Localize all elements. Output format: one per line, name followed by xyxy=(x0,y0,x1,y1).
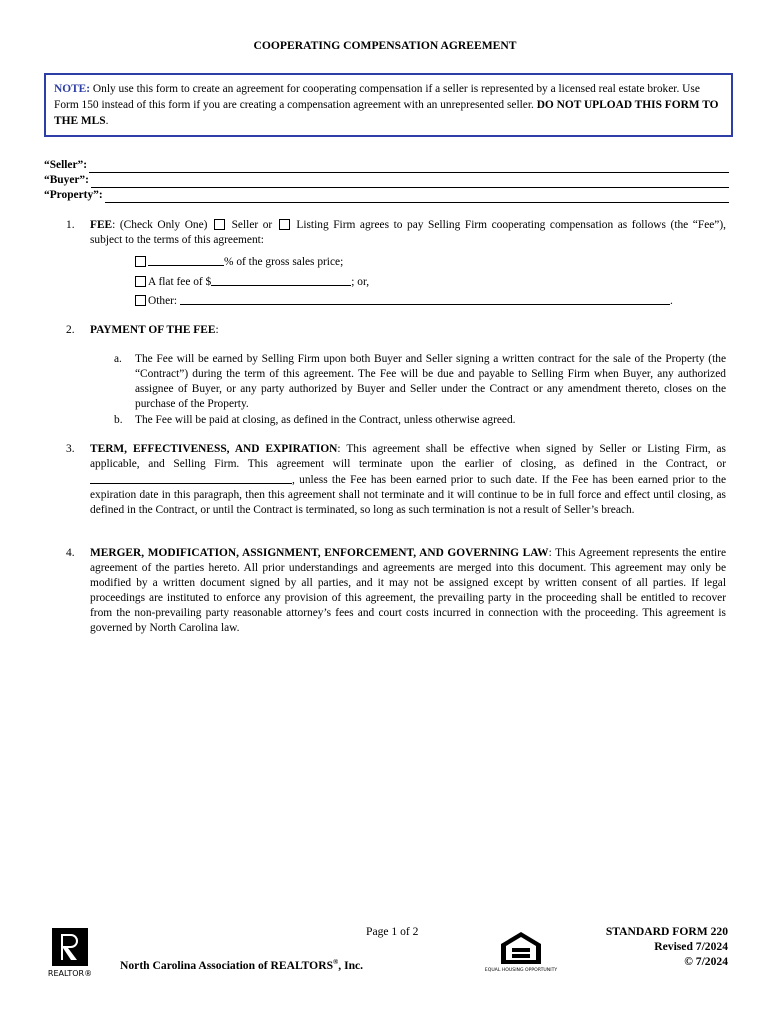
seller-label: “Seller”: xyxy=(44,159,88,171)
equal-housing-icon xyxy=(484,930,558,978)
property-input[interactable] xyxy=(105,190,729,203)
equal-housing-text: EQUAL HOUSING OPPORTUNITY xyxy=(484,968,558,973)
item-letter: a. xyxy=(114,353,122,365)
form-info xyxy=(580,924,728,969)
section-number: 2. xyxy=(66,324,75,336)
option-flat-fee xyxy=(133,274,369,290)
property-field xyxy=(44,188,729,203)
item-text: The Fee will be paid at closing, as defined in the Contract, unless otherwise agreed. xyxy=(135,414,516,426)
association-name xyxy=(120,955,363,973)
realtor-logo-text: REALTOR® xyxy=(47,969,93,978)
seller-field xyxy=(44,158,729,173)
other-end: . xyxy=(669,295,673,307)
note-text: Only use this form to create an agreement for cooperating compensation if a seller is represented by a licensed real estate broker. Use Form 150 instead of this form if you are creating a compensation agreement with an unrepresented seller. xyxy=(54,83,700,111)
form-copyright: © 7/2024 xyxy=(684,955,728,968)
payment-item-a xyxy=(114,352,726,412)
section-payment xyxy=(66,323,726,338)
property-label: “Property”: xyxy=(44,189,103,201)
section-heading: MERGER, MODIFICATION, ASSIGNMENT, ENFORCEMENT, AND GOVERNING LAW xyxy=(90,547,549,559)
buyer-input[interactable] xyxy=(91,175,729,188)
section-fee xyxy=(66,218,726,248)
item-letter: b. xyxy=(114,414,123,426)
expiration-date-input[interactable] xyxy=(90,472,292,484)
fee-text-end: Listing Firm agrees to pay Selling Firm cooperating compensation as follows (the “Fee”), subject to the terms of this agreement: xyxy=(90,219,727,246)
page-number: Page 1 of 2 xyxy=(366,925,419,938)
association-suffix: , Inc. xyxy=(338,958,364,972)
section-number: 4. xyxy=(66,547,75,559)
term-text: : This agreement shall be effective when signed by Seller or Listing Firm, as applicable, and Selling Firm. This agreement will terminate upon the earlier of closing, as defined in the Contract, or xyxy=(90,443,726,470)
heading-colon: : xyxy=(215,324,219,336)
section-number: 3. xyxy=(66,443,75,455)
form-revised: Revised 7/2024 xyxy=(654,940,728,953)
seller-checkbox[interactable] xyxy=(214,219,225,230)
association-text: North Carolina Association of REALTORS xyxy=(120,958,334,972)
flat-fee-end: ; or, xyxy=(351,276,370,288)
note-label: NOTE: xyxy=(54,83,91,95)
payment-item-b xyxy=(114,413,726,428)
section-heading: TERM, EFFECTIVENESS, AND EXPIRATION xyxy=(90,443,338,455)
other-checkbox[interactable] xyxy=(135,295,146,306)
form-title: COOPERATING COMPENSATION AGREEMENT xyxy=(253,39,517,52)
other-input[interactable] xyxy=(180,293,670,305)
section-heading: FEE xyxy=(90,219,113,231)
other-label: Other: xyxy=(148,295,178,307)
section-term xyxy=(66,442,726,518)
section-number: 1. xyxy=(66,219,75,231)
flat-fee-label: A flat fee of $ xyxy=(148,276,212,288)
note-end: . xyxy=(105,115,109,127)
merger-text: : This Agreement represents the entire agreement of the parties hereto. All prior understandings and agreements are merged into this document. This agreement may only be modified by a written document signed by all parties, and it may not be assigned except by written consent of all parties. If legal proceedings are instituted to enforce any provision of this agreement, the prevailing party in the proceeding shall be entitled to recover from the non-prevailing party reasonable attorney’s fees and court costs incurred in connection with the proceeding. This agreement is governed by North Carolina law. xyxy=(90,547,726,634)
item-text: The Fee will be earned by Selling Firm upon both Buyer and Seller signing a written contract for the sale of the Property (the “Contract”) during the term of this agreement. The Fee will be due and payable to Selling Firm when Buyer, any authorized assignee of Buyer, or any party authorized by Buyer and Seller under the Contract or any amendment thereto, closes on the purchase of the Property. xyxy=(135,353,726,410)
fee-text: : (Check Only One) xyxy=(112,219,213,231)
registered-mark: ® xyxy=(333,958,339,966)
realtor-logo xyxy=(47,928,93,978)
flat-fee-input[interactable] xyxy=(211,274,351,286)
option-other xyxy=(133,293,673,309)
listing-firm-checkbox[interactable] xyxy=(279,219,290,230)
buyer-field xyxy=(44,173,729,188)
buyer-label: “Buyer”: xyxy=(44,174,89,186)
percent-checkbox[interactable] xyxy=(135,256,146,267)
form-number: STANDARD FORM 220 xyxy=(605,925,728,938)
percent-label: % of the gross sales price; xyxy=(224,256,344,268)
seller-or-text: Seller or xyxy=(227,219,277,231)
term-text-end: , unless the Fee has been earned prior to such date. If the Fee has been earned prior to the expiration date in this paragraph, then this agreement shall not terminate and it will continue to be in full force and effect until closing, as defined in the Contract, or until the Contract is terminated, so long as such termination is not a result of Seller’s breach. xyxy=(90,474,726,516)
note-emphasis: DO NOT UPLOAD THIS FORM TO THE MLS xyxy=(54,99,719,127)
note-box xyxy=(44,73,733,137)
percent-input[interactable] xyxy=(148,254,224,266)
flat-fee-checkbox[interactable] xyxy=(135,276,146,287)
section-merger xyxy=(66,546,726,636)
section-heading: PAYMENT OF THE FEE xyxy=(90,324,216,336)
option-percent xyxy=(133,254,343,270)
seller-input[interactable] xyxy=(89,160,729,173)
